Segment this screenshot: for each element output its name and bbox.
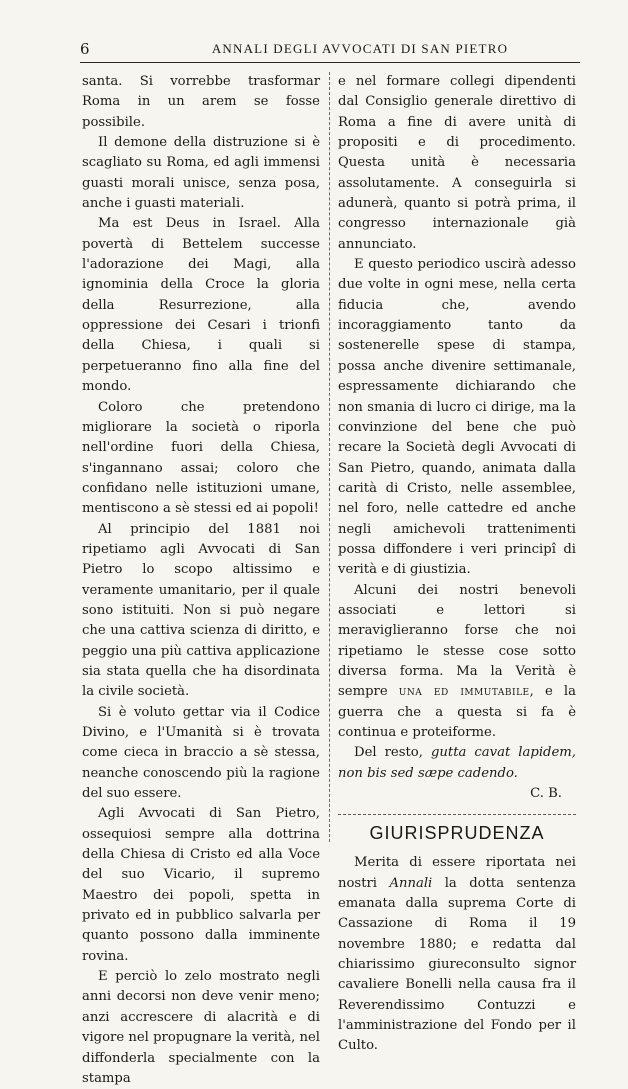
paragraph-merita [338,853,576,1056]
merita-text-a: Merita di essere riportata nei nostri [338,855,576,891]
paragraph-del-resto [338,743,576,784]
paragraph-codice-divino: Si è voluto gettar via il Codice Divino, e l'Umanità si è trovata come cieca in braccio a sè stessa, neanche conoscendo più la ragione del suo essere. [82,704,320,802]
page-header [80,38,580,63]
benevoli-text-a: Alcuni dei nostri benevoli associati e lettori si meraviglieranno forse che noi ripetiamo le stesse cose sotto diversa forma. Ma la Verità è sempre [338,582,576,700]
annali-italic: Annali [389,875,433,891]
signature: C. B. [530,786,562,802]
benevoli-text-b: , e la guerra che a questa si fa è continua e proteiforme. [338,684,576,740]
paragraph-periodico: E questo periodico uscirà adesso due volte in ogni mese, nella certa fiducia che, avendo incoraggiamento tanto da sostenerelle spese di stampa, possa anche divenire settimanale, espressamente dichiarando che non smania di lucro ci dirige, ma la convinzione del bene che può recare la Società degli Avvocati di San Pietro, quando, animata dalla carità di Cristo, nelle assemblee, nel foro, nelle cattedre ed anche negli amichevoli trattenimenti possa diffondere i veri principî di verità e di giustizia. [338,257,576,578]
paragraph-benevoli [338,581,576,744]
paragraph-principio-1881: Al principio del 1881 noi ripetiamo agli Avvocati di San Pietro lo scopo altissimo e veramente umanitario, per il quale sono istituiti. Non si può negare che una cattiva scienza di diritto, e peggio una più cattiva applicazione sia stata quella che ha disordinata la civile società. [82,521,320,700]
section-title-giurisprudenza: GIURISPRUDENZA [369,823,545,844]
una-ed-immutabile: una ed immutabile [398,684,530,700]
paragraph-coloro: Coloro che pretendono migliorare la società o riporla nell'ordine fuori della Chiesa, s'ingannano assai; coloro che confidano nelle istituzioni umane, mentiscono a sè stessi ed ai popoli! [82,399,320,517]
paragraph-est-deus: Ma est Deus in Israel. Alla povertà di Bettelem successe l'adorazione dei Magi, alla ignominia della Croce la gloria della Resurrezione, alla oppressione dei Cesari i trionfi della Chiesa, i quali si perpetueranno fino alla fine del mondo. [82,216,320,395]
paragraph-demone: Il demone della distruzione si è scagliato su Roma, ed agli immensi guasti morali unisce, senza posa, anche i guasti materiali. [82,135,320,212]
paragraph-continuation: santa. Si vorrebbe trasformar Roma in un arem se fosse possibile. [82,74,320,130]
column-divider [329,72,330,842]
del-resto-text: Del resto, [354,745,431,761]
page-number: 6 [80,40,90,58]
left-column [82,72,320,1089]
paragraph-zelo: E perciò lo zelo mostrato negli anni decorsi non deve venir meno; anzi accrescere di alacrità e di vigore nel propugnare la verità, nel diffonderla specialmente con la stampa [82,969,320,1086]
latin-quote: gutta cavat lapidem, non bis sed sæpe cadendo. [338,745,576,781]
merita-text-b: la dotta sentenza emanata dalla suprema Corte di Cassazione di Roma il 19 novembre 1880; e redatta dal chiarissimo giureconsulto signor cavaliere Bonelli nella causa fra il Reverendissimo Contuzzi e l'amministrazione del Fondo per il Culto. [338,875,576,1054]
paragraph-avvocati: Agli Avvocati di San Pietro, ossequiosi sempre alla dottrina della Chiesa di Cristo ed alla Voce del suo Vicario, il supremo Maestro dei popoli, spetta in privato ed in pubblico salvarla per quanto possono dalla imminente rovina. [82,806,320,964]
section-rule [338,814,576,815]
running-title: ANNALI DEGLI AVVOCATI DI SAN PIETRO [211,41,509,56]
right-column [338,72,576,1057]
paragraph-collegi: e nel formare collegi dipendenti dal Consiglio generale direttivo di Roma a fine di avere unità di propositi e di procedimento. Questa unità è necessaria assolutamente. A conseguirla si adunerà, quanto si potrà prima, il congresso internazionale già annunciato. [338,74,576,252]
